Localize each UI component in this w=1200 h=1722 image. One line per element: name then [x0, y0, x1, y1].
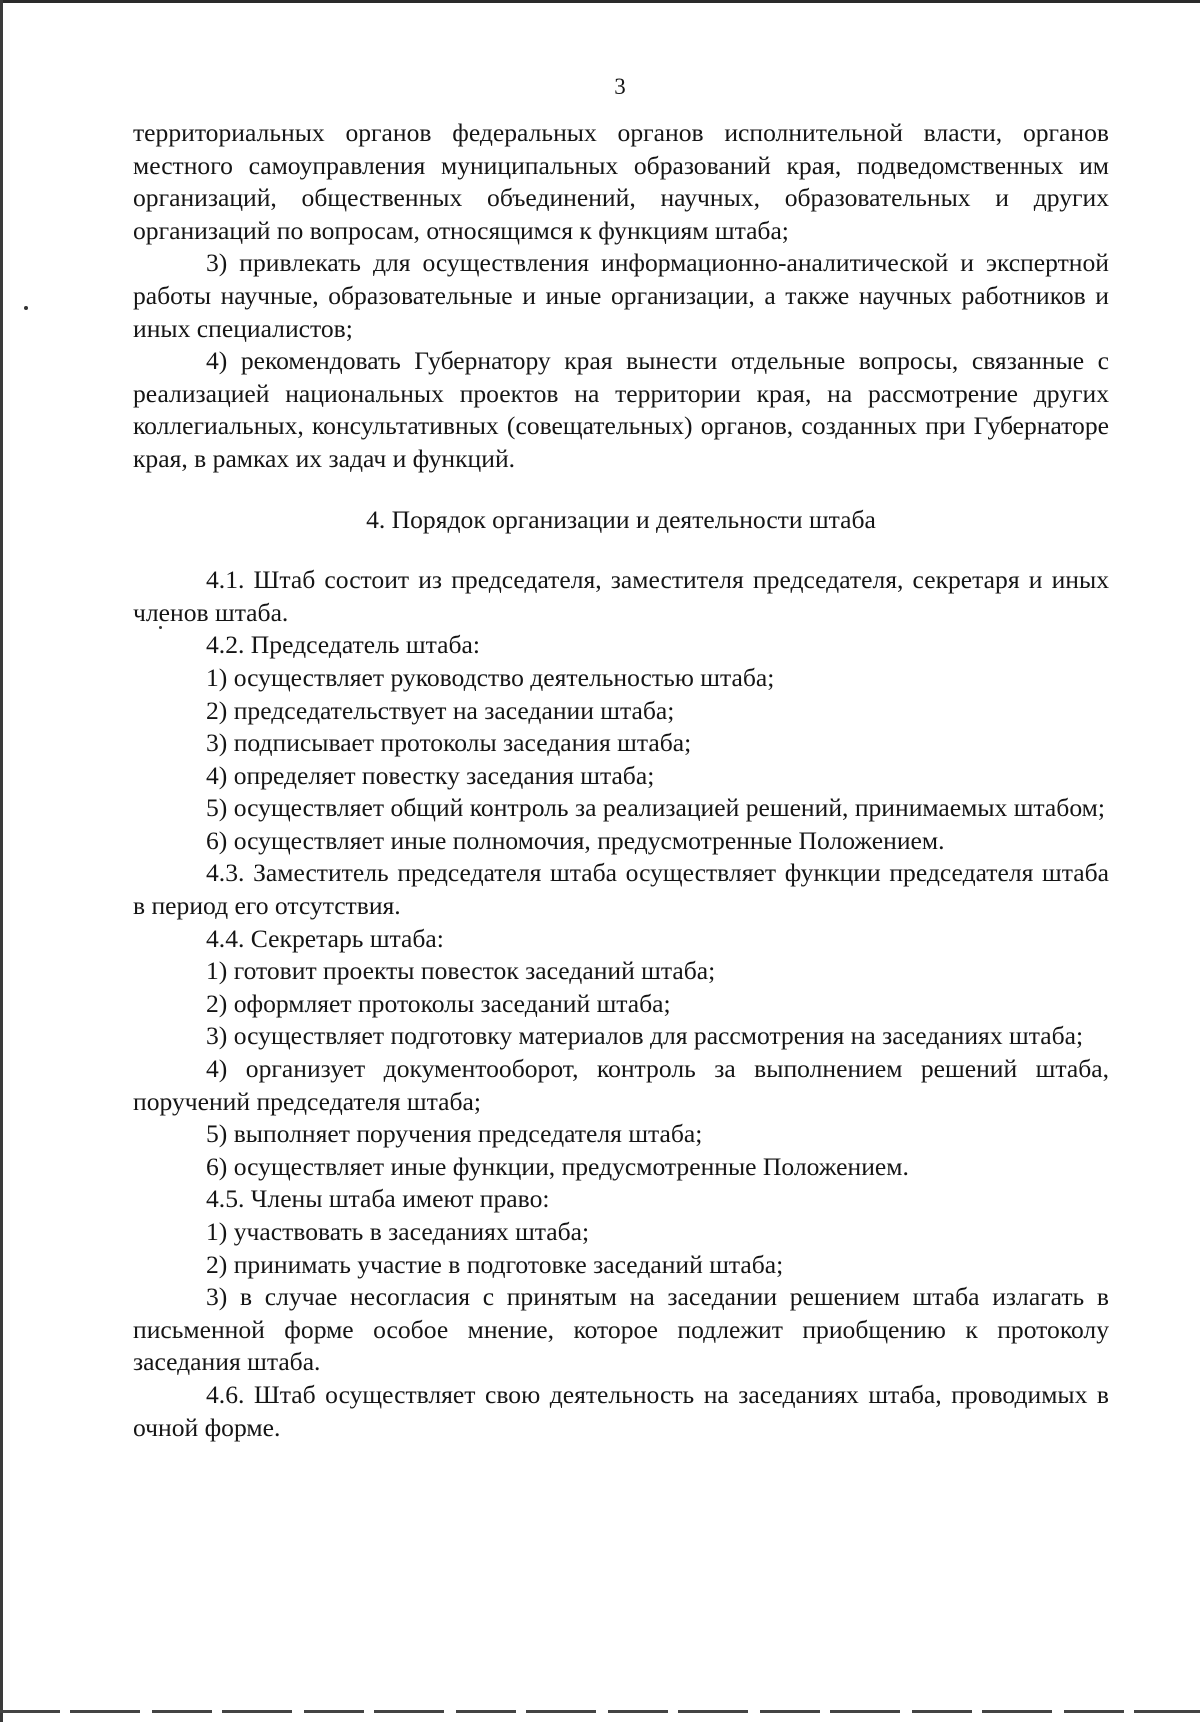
page-number: 3	[614, 74, 626, 99]
list-item: 6) осуществляет иные полномочия, предусмотренные Положением.	[206, 825, 945, 855]
list-item: 6) осуществляет иные функции, предусмотренные Положением.	[206, 1151, 909, 1181]
scan-speck	[24, 306, 28, 310]
list-item: 1) участвовать в заседаниях штаба;	[206, 1217, 590, 1246]
clause-4-6: 4.6. Штаб осуществляет свою деятельность на заседаниях штаба, проводимых в очной форме.	[133, 1379, 1109, 1442]
clause-4-4: 4.4. Секретарь штаба:	[206, 923, 444, 953]
list-item: 1) осуществляет руководство деятельностью штаба;	[206, 662, 775, 692]
list-item: 3) подписывает протоколы заседания штаба;	[206, 728, 692, 758]
list-item: 4) организует документооборот, контроль за выполнением решений штаба, поручений председателя штаба;	[133, 1054, 1109, 1116]
scan-edge-top	[0, 0, 1200, 3]
clause-4-3: 4.3. Заместитель председателя штаба осуществляет функции председателя штаба в период его отсутствия.	[133, 858, 1109, 921]
list-item: 1) готовит проекты повесток заседаний штаба;	[206, 956, 716, 986]
clause-4-5: 4.5. Члены штаба имеют право:	[206, 1184, 550, 1214]
list-item: 5) осуществляет общий контроль за реализацией решений, принимаемых штабом;	[206, 793, 1105, 823]
document-body	[133, 117, 1109, 1444]
list-item: 4) определяет повестку заседания штаба;	[206, 760, 655, 790]
list-item: 2) принимать участие в подготовке заседаний штаба;	[206, 1249, 784, 1279]
list-item-3-3: 3) привлекать для осуществления информационно-аналитической и экспертной работы научные, образовательные и иные организации, а также научных работников и иных специалистов;	[133, 248, 1109, 343]
clause-4-1: 4.1. Штаб состоит из председателя, заместителя председателя, секретаря и иных членов штаба.	[133, 565, 1109, 627]
list-item-3-4: 4) рекомендовать Губернатору края вынести отдельные вопросы, связанные с реализацией национальных проектов на территории края, на рассмотрение других коллегиальных, консультативных (совещательных) органов, созданных при Губернаторе края, в рамках их задач и функций.	[133, 346, 1109, 473]
list-item: 2) оформляет протоколы заседаний штаба;	[206, 988, 671, 1018]
scan-edge-left	[0, 0, 3, 1722]
section-heading: 4. Порядок организации и деятельности штаба	[366, 504, 876, 534]
scan-edge-bottom	[0, 1710, 1200, 1713]
list-item: 5) выполняет поручения председателя штаба;	[206, 1119, 703, 1149]
paragraph-continuation: территориальных органов федеральных органов исполнительной власти, органов местного самоуправления муниципальных образований края, подведомственных им организаций, общественных объединений, научных, образовательных и других организаций по вопросам, относящимся к функциям штаба;	[133, 118, 1109, 245]
list-item: 3) в случае несогласия с принятым на заседании решением штаба излагать в письменной форме особое мнение, которое подлежит приобщению к протоколу заседания штаба.	[133, 1282, 1109, 1377]
list-item: 3) осуществляет подготовку материалов для рассмотрения на заседаниях штаба;	[206, 1021, 1084, 1051]
list-item: 2) председательствует на заседании штаба;	[206, 695, 675, 725]
clause-4-2: 4.2. Председатель штаба:	[206, 630, 480, 660]
